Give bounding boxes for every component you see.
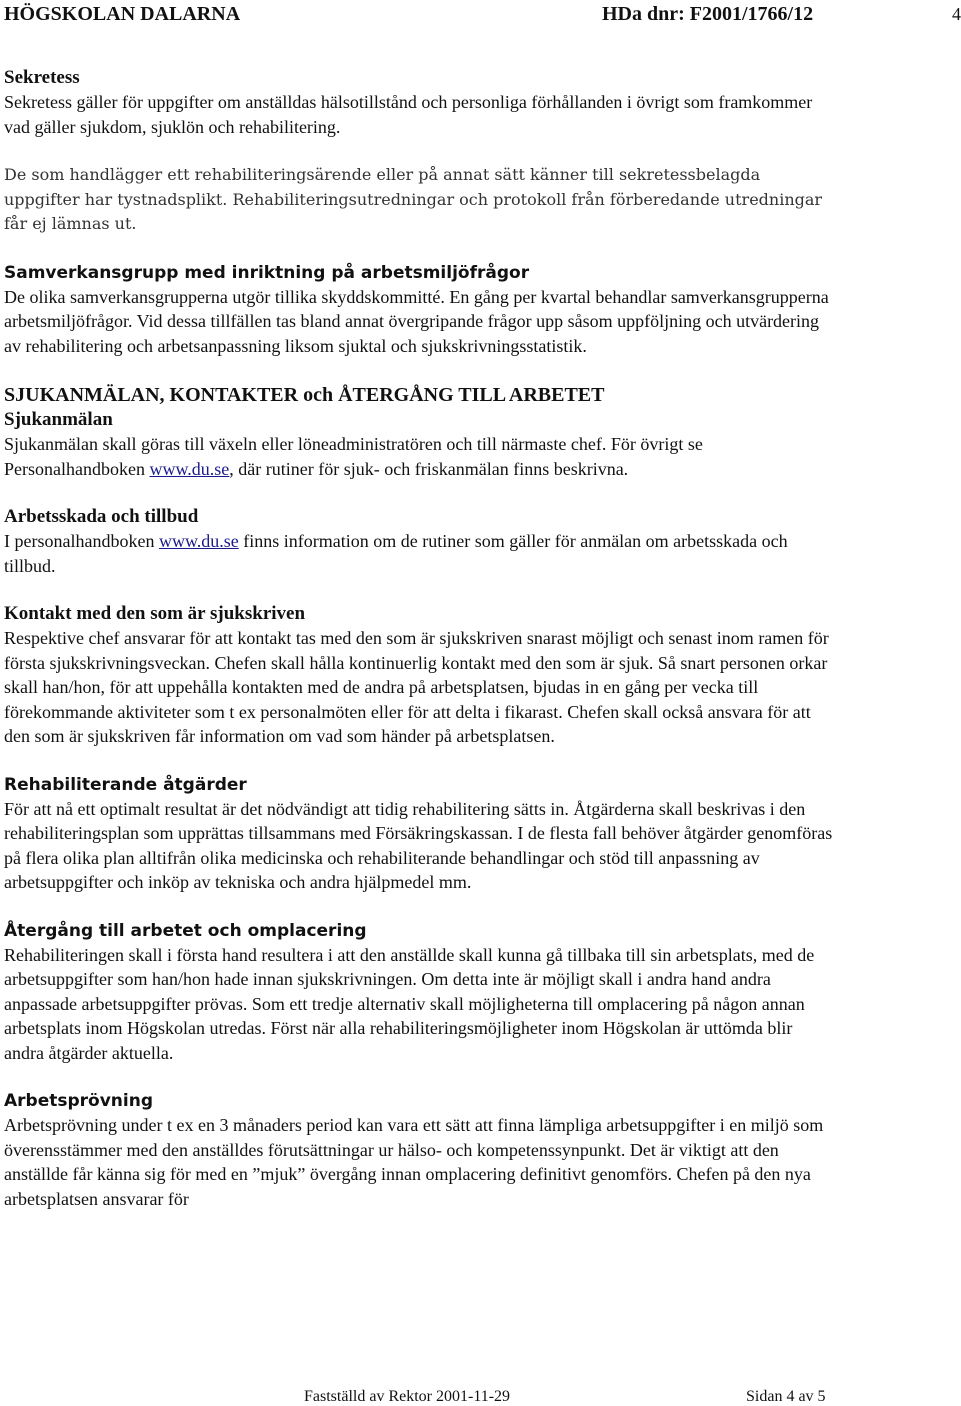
- paragraph-atergang: Rehabiliteringen skall i första hand resultera i att den anställde skall kunna gå tillbaka till sin arbetsplats, med de arbetsuppgifter som han/hon hade innan sjukskrivningen. Om detta inte är möjligt skall i andra hand andra anpassade arbetsuppgifter prövas. Som ett tredje alternativ skall möjligheterna till omplacering på någon annan arbetsplats inom Högskolan utredas. Först när alla rehabiliteringsmöjligheter inom Högskolan är uttömda blir andra åtgärder aktuella.: [4, 944, 815, 1063]
- text-arbetsskada-after: finns information om de rutiner som gäller för anmälan om arbetsskada och tillbud.: [4, 531, 788, 576]
- section-sjukanmalan: [4, 382, 834, 481]
- header-institution: HÖGSKOLAN DALARNA: [4, 3, 241, 25]
- section-arbetsskada: [4, 505, 834, 578]
- section-sekretess: [4, 66, 834, 139]
- paragraph-arbetsprovning: Arbetsprövning under t ex en 3 månaders period kan vara ett sätt att finna lämpliga arbetsuppgifter i en miljö som överensstämmer med den anställdes förutsättningar ur hälso- och kompetenssynpunkt. Det är viktigt att den anställde får känna sig för med en ”mjuk” övergång innan omplacering definitivt genomförs. Chefen på den nya arbetsplatsen ansvarar för: [4, 1115, 824, 1209]
- link-du-se-2[interactable]: www.du.se: [158, 531, 239, 551]
- paragraph-sjukanmalan: [4, 432, 834, 481]
- text-sjukanmalan-after: , där rutiner för sjuk- och friskanmälan finns beskrivna.: [229, 458, 629, 479]
- footer-page-number: Sidan 4 av 5: [746, 1388, 826, 1405]
- paragraph-sekretess-2: De som handlägger ett rehabiliteringsärende eller på annat sätt känner till sekretessbelagda uppgifter har tystnadsplikt. Rehabiliteringsutredningar och protokoll från förberedande utredningar får ej lämnas ut.: [4, 165, 823, 233]
- document-body: [4, 66, 834, 1235]
- section-rehab: [4, 773, 834, 895]
- heading-atergang: Återgång till arbetet och omplacering: [4, 920, 367, 941]
- heading-samverkan: Samverkansgrupp med inriktning på arbetsmiljöfrågor: [4, 262, 530, 283]
- paragraph-samverkan: De olika samverkansgrupperna utgör tillika skyddskommitté. En gång per kvartal behandlar samverkansgrupperna arbetsmiljöfrågor. Vid dessa tillfällen tas bland annat övergripande frågor upp såsom uppföljning och utvärdering av rehabilitering och arbetsanpassning liksom sjuktal och sjukskrivningsstatistik.: [4, 286, 829, 356]
- heading-sekretess: Sekretess: [4, 67, 80, 88]
- paragraph-arbetsskada: [4, 529, 834, 578]
- title-sjukanmalan: SJUKANMÄLAN, KONTAKTER och ÅTERGÅNG TILL ARBETET: [4, 384, 605, 406]
- heading-arbetsprovning: Arbetsprövning: [4, 1091, 153, 1111]
- section-atergang: [4, 919, 834, 1066]
- heading-kontakt: Kontakt med den som är sjukskriven: [4, 603, 306, 624]
- heading-sjukanmalan: Sjukanmälan: [4, 409, 113, 430]
- footer-approved: Fastställd av Rektor 2001-11-29: [304, 1388, 511, 1405]
- link-du-se[interactable]: www.du.se: [149, 458, 230, 479]
- heading-rehab: Rehabiliterande åtgärder: [4, 774, 247, 795]
- section-samverkan: [4, 261, 834, 359]
- section-sekretess-2: [4, 163, 834, 237]
- text-arbetsskada-before: I personalhandboken: [4, 531, 159, 551]
- section-arbetsprovning: [4, 1089, 834, 1211]
- paragraph-sekretess-1: Sekretess gäller för uppgifter om anställdas hälsotillstånd och personliga förhållanden i övrigt som framkommer vad gäller sjukdom, sjuklön och rehabilitering.: [4, 92, 813, 137]
- paragraph-kontakt: Respektive chef ansvarar för att kontakt tas med den som är sjukskriven snarast möjligt och senast inom ramen för första sjukskrivningsveckan. Chefen skall hålla kontinuerlig kontakt med den som är sjuk. Så snart personen orkar skall han/hon, för att uppehålla kontakten med de andra på arbetsplatsen, bjudas in en gång per vecka till förekommande aktiviteter som t ex personalmöten eller för att delta i fikarast. Chefen skall också ansvara för att den som är sjukskriven får information om vad som händer på arbetsplatsen.: [4, 628, 829, 746]
- section-kontakt: [4, 602, 834, 749]
- heading-arbetsskada: Arbetsskada och tillbud: [4, 506, 199, 527]
- paragraph-rehab: För att nå ett optimalt resultat är det nödvändigt att tidig rehabilitering sätts in. Åtgärderna skall beskrivas i den rehabiliteringsplan som upprättas tillsammans med Försäkringskassan. I de flesta fall behöver åtgärder genomföras på flera olika plan alltifrån olika medicinska och rehabiliterande behandlingar och stöd till anpassning av arbetsuppgifter och inköp av tekniska och andra hjälpmedel mm.: [4, 798, 833, 892]
- header-page-marker: 4: [952, 4, 961, 24]
- text-sjukanmalan-before: Sjukanmälan skall göras till växeln eller löneadministratören och till närmaste chef. För övrigt se Personalhandboken: [4, 434, 703, 479]
- header-reference: HDa dnr: F2001/1766/12: [602, 3, 814, 25]
